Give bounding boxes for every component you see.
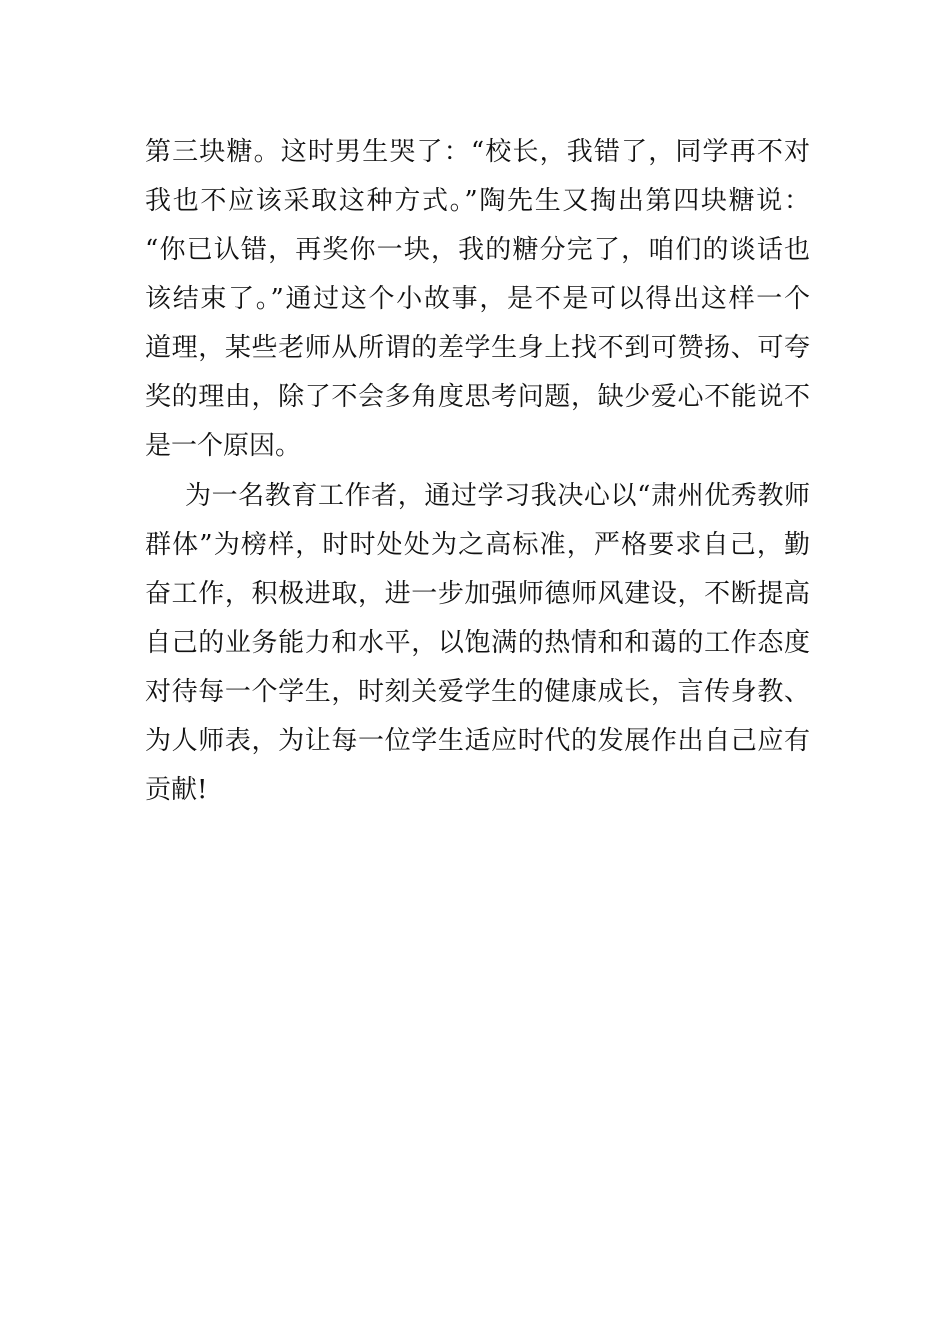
text-line: 第三块糖。这时男生哭了：“校长，我错了，同学再不对 xyxy=(145,137,810,167)
text-line: 奖的理由，除了不会多角度思考问题，缺少爱心不能说不 xyxy=(145,382,810,412)
text-line: 对待每一个学生，时刻关爱学生的健康成长，言传身教、 xyxy=(145,677,810,707)
text-line: 道理，某些老师从所谓的差学生身上找不到可赞扬、可夸 xyxy=(145,333,810,363)
text-line: 为一名教育工作者，通过学习我决心以“肃州优秀教师 xyxy=(185,481,810,511)
text-line: 奋工作，积极进取，进一步加强师德师风建设，不断提高 xyxy=(145,579,810,609)
text-line: 群体”为榜样，时时处处为之高标准，严格要求自己，勤 xyxy=(145,530,810,560)
text-line: 为人师表，为让每一位学生适应时代的发展作出自己应有 xyxy=(145,726,810,756)
text-line: 是一个原因。 xyxy=(145,431,302,461)
text-line: 该结束了。”通过这个小故事，是不是可以得出这样一个 xyxy=(145,284,810,314)
text-line: 我也不应该采取这种方式。”陶先生又掏出第四块糖说： xyxy=(145,186,810,216)
text-line: 自己的业务能力和水平，以饱满的热情和和蔼的工作态度 xyxy=(145,628,810,658)
text-line: “你已认错，再奖你一块，我的糖分完了，咱们的谈话也 xyxy=(145,235,810,265)
paragraph-resolution xyxy=(145,472,810,815)
paragraph-story-conclusion xyxy=(145,128,810,471)
text-line: 贡献! xyxy=(145,775,208,805)
